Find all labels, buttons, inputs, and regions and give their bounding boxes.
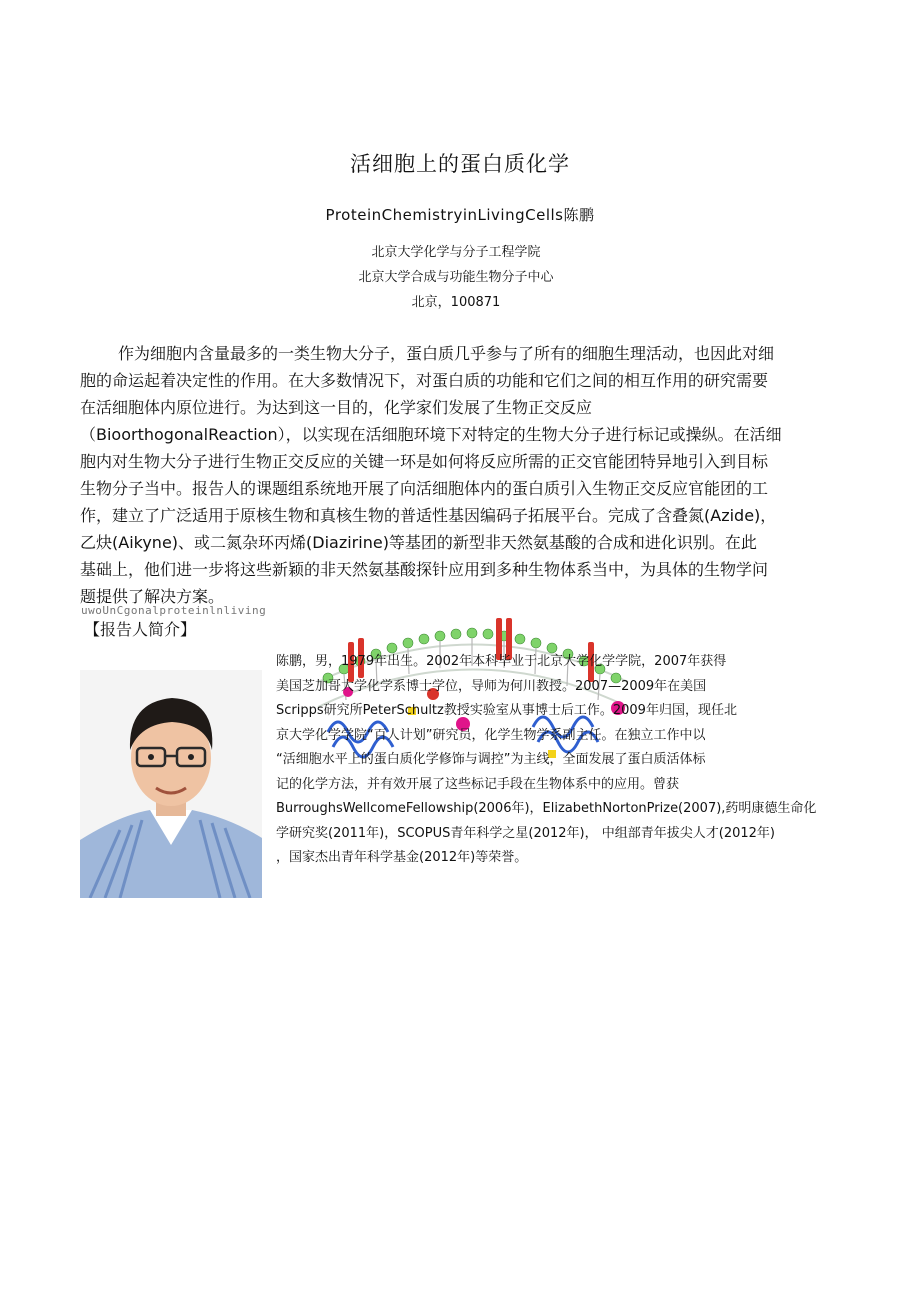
abstract-line: 胞内对生物大分子进行生物正交反应的关键一环是如何将反应所需的正交官能团特异地引入到目标 (80, 452, 769, 471)
portrait-photo (80, 670, 262, 898)
page-title: 活细胞上的蛋白质化学 (350, 152, 570, 176)
abstract-line: 作为细胞内含量最多的一类生物大分子，蛋白质几乎参与了所有的细胞生理活动，也因此对细 (118, 344, 775, 363)
overlay-caption-text: uwoUnCgonalproteinlnliving (81, 604, 267, 617)
bio-line: 美国芝加哥大学化学系博士学位，导师为何川教授。2007—2009年在美国 (276, 678, 707, 694)
affiliation-3: 北京，100871 (411, 295, 501, 310)
bio-heading: 【报告人简介】 (84, 620, 197, 639)
bio-line: 陈鹏，男，1979年出生。2002年本科毕业于北京大学化学学院，2007年获得 (276, 654, 727, 669)
bio-line: “活细胞水平上的蛋白质化学修饰与调控”为主线，全面发展了蛋白质活体标 (276, 752, 706, 767)
affiliation-2: 北京大学合成与功能生物分子中心 (358, 270, 554, 285)
abstract-line: 作，建立了广泛适用于原核生物和真核生物的普适性基因编码子拓展平台。完成了含叠氮(Azide)， (80, 506, 777, 525)
affiliation-1: 北京大学化学与分子工程学院 (371, 245, 541, 260)
abstract-line: 基础上，他们进一步将这些新颖的非天然氨基酸探针应用到多种生物体系当中，为具体的生物学问 (80, 560, 769, 579)
abstract-line: 题提供了解决方案。 (80, 587, 225, 606)
bio-line: 记的化学方法，并有效开展了这些标记手段在生物体系中的应用。曾获 (276, 776, 680, 792)
page-subtitle: ProteinChemistryinLivingCells陈鹏 (325, 206, 595, 224)
abstract-paragraph (80, 340, 832, 610)
bio-line: BurroughsWellcomeFellowship(2006年)，ElizabethNortonPrize(2007),药明康德生命化 (276, 801, 817, 816)
bio-line: Scripps研究所PeterSchultz教授实验室从事博士后工作。2009年归国，现任北 (276, 703, 737, 718)
bio-line: 学研究奖(2011年)，SCOPUS青年科学之星(2012年)， 中组部青年拔尖人才(2012年) (276, 825, 775, 841)
bio-paragraph (276, 650, 836, 871)
abstract-line: 胞的命运起着决定性的作用。在大多数情况下，对蛋白质的功能和它们之间的相互作用的研究需要 (80, 371, 769, 390)
bio-line: 京大学化学学院“百人计划”研究员，化学生物学系副主任。在独立工作中以 (276, 727, 706, 743)
portrait-illustration (80, 670, 262, 898)
abstract-line: 生物分子当中。报告人的课题组系统地开展了向活细胞体内的蛋白质引入生物正交反应官能团的工 (80, 479, 769, 498)
abstract-line: （BioorthogonalReaction），以实现在活细胞环境下对特定的生物大分子进行标记或操纵。在活细 (80, 425, 782, 444)
abstract-line: 在活细胞体内原位进行。为达到这一目的，化学家们发展了生物正交反应 (80, 398, 593, 417)
abstract-line: 乙炔(Aikyne)、或二氮杂环丙烯(Diazirine)等基团的新型非天然氨基酸的合成和进化识别。在此 (80, 533, 757, 552)
bio-line: ，国家杰出青年科学基金(2012年)等荣誉。 (276, 850, 528, 865)
